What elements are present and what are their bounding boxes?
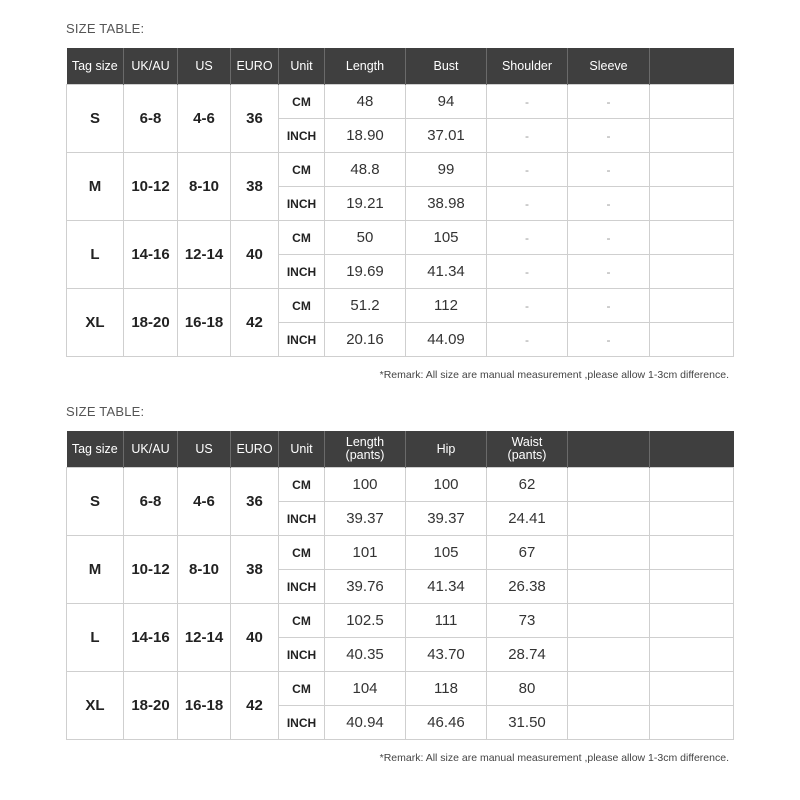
length-cell: 50	[325, 221, 406, 255]
unit-cell: CM	[279, 536, 325, 570]
header-empty	[650, 48, 734, 85]
empty-cell	[650, 289, 734, 323]
hip-cell: 46.46	[406, 706, 487, 740]
euro-cell: 40	[231, 604, 279, 672]
table-row	[67, 85, 734, 119]
uk-au-cell: 10-12	[124, 536, 178, 604]
euro-cell: 42	[231, 289, 279, 357]
uk-au-cell: 18-20	[124, 672, 178, 740]
unit-cell: INCH	[279, 502, 325, 536]
header-tag-size: Tag size	[67, 48, 124, 85]
empty-cell	[568, 536, 650, 570]
header-waist-pants: Waist (pants)	[487, 431, 568, 468]
hip-cell: 43.70	[406, 638, 487, 672]
tag-size-cell: XL	[67, 672, 124, 740]
unit-cell: INCH	[279, 255, 325, 289]
shoulder-cell: -	[487, 85, 568, 119]
header-euro: EURO	[231, 48, 279, 85]
header-empty	[568, 431, 650, 468]
us-cell: 4-6	[178, 85, 231, 153]
unit-cell: CM	[279, 85, 325, 119]
section-title: SIZE TABLE:	[66, 21, 145, 36]
us-cell: 16-18	[178, 672, 231, 740]
empty-cell	[650, 85, 734, 119]
header-shoulder: Shoulder	[487, 48, 568, 85]
bust-cell: 41.34	[406, 255, 487, 289]
euro-cell: 38	[231, 536, 279, 604]
hip-cell: 118	[406, 672, 487, 706]
table-row	[67, 289, 734, 323]
empty-cell	[650, 153, 734, 187]
waist-cell: 67	[487, 536, 568, 570]
bust-cell: 94	[406, 85, 487, 119]
empty-cell	[650, 502, 734, 536]
length-cell: 18.90	[325, 119, 406, 153]
sleeve-cell: -	[568, 289, 650, 323]
empty-cell	[650, 323, 734, 357]
unit-cell: INCH	[279, 638, 325, 672]
table-row	[67, 604, 734, 638]
tag-size-cell: L	[67, 221, 124, 289]
header-hip: Hip	[406, 431, 487, 468]
shoulder-cell: -	[487, 255, 568, 289]
sleeve-cell: -	[568, 85, 650, 119]
shoulder-cell: -	[487, 221, 568, 255]
empty-cell	[650, 468, 734, 502]
empty-cell	[650, 221, 734, 255]
hip-cell: 111	[406, 604, 487, 638]
euro-cell: 36	[231, 468, 279, 536]
waist-cell: 80	[487, 672, 568, 706]
sleeve-cell: -	[568, 323, 650, 357]
us-cell: 8-10	[178, 536, 231, 604]
us-cell: 16-18	[178, 289, 231, 357]
empty-cell	[650, 570, 734, 604]
header-bust: Bust	[406, 48, 487, 85]
uk-au-cell: 14-16	[124, 221, 178, 289]
header-euro: EURO	[231, 431, 279, 468]
table-header-row	[67, 48, 734, 85]
us-cell: 8-10	[178, 153, 231, 221]
bust-cell: 105	[406, 221, 487, 255]
header-tag-size: Tag size	[67, 431, 124, 468]
bust-cell: 37.01	[406, 119, 487, 153]
empty-cell	[568, 468, 650, 502]
waist-cell: 24.41	[487, 502, 568, 536]
euro-cell: 36	[231, 85, 279, 153]
unit-cell: CM	[279, 153, 325, 187]
waist-cell: 31.50	[487, 706, 568, 740]
bust-cell: 38.98	[406, 187, 487, 221]
sleeve-cell: -	[568, 119, 650, 153]
sleeve-cell: -	[568, 153, 650, 187]
sleeve-cell: -	[568, 187, 650, 221]
table-row	[67, 468, 734, 502]
shoulder-cell: -	[487, 153, 568, 187]
waist-cell: 73	[487, 604, 568, 638]
shoulder-cell: -	[487, 119, 568, 153]
header-sleeve: Sleeve	[568, 48, 650, 85]
table-row	[67, 536, 734, 570]
table-row	[67, 153, 734, 187]
header-uk-au: UK/AU	[124, 48, 178, 85]
hip-cell: 100	[406, 468, 487, 502]
hip-cell: 105	[406, 536, 487, 570]
length-cell: 39.76	[325, 570, 406, 604]
tag-size-cell: M	[67, 153, 124, 221]
table-row	[67, 672, 734, 706]
unit-cell: CM	[279, 604, 325, 638]
length-cell: 40.94	[325, 706, 406, 740]
size-table-section-2	[66, 403, 733, 764]
unit-cell: INCH	[279, 570, 325, 604]
empty-cell	[568, 502, 650, 536]
length-cell: 100	[325, 468, 406, 502]
shoulder-cell: -	[487, 323, 568, 357]
unit-cell: CM	[279, 221, 325, 255]
length-cell: 48.8	[325, 153, 406, 187]
unit-cell: INCH	[279, 706, 325, 740]
waist-cell: 26.38	[487, 570, 568, 604]
remark-note: *Remark: All size are manual measurement ,please allow 1-3cm difference.	[379, 752, 729, 764]
tag-size-cell: S	[67, 85, 124, 153]
bust-cell: 99	[406, 153, 487, 187]
empty-cell	[650, 255, 734, 289]
tag-size-cell: M	[67, 536, 124, 604]
hip-cell: 39.37	[406, 502, 487, 536]
table-header-row	[67, 431, 734, 468]
size-table-section-1	[66, 20, 733, 381]
uk-au-cell: 6-8	[124, 468, 178, 536]
empty-cell	[650, 119, 734, 153]
empty-cell	[650, 638, 734, 672]
table-row	[67, 221, 734, 255]
euro-cell: 40	[231, 221, 279, 289]
empty-cell	[568, 570, 650, 604]
empty-cell	[650, 536, 734, 570]
tag-size-cell: XL	[67, 289, 124, 357]
sleeve-cell: -	[568, 255, 650, 289]
unit-cell: CM	[279, 468, 325, 502]
bust-cell: 112	[406, 289, 487, 323]
shoulder-cell: -	[487, 289, 568, 323]
euro-cell: 38	[231, 153, 279, 221]
header-uk-au: UK/AU	[124, 431, 178, 468]
empty-cell	[650, 706, 734, 740]
us-cell: 12-14	[178, 604, 231, 672]
empty-cell	[568, 672, 650, 706]
waist-cell: 28.74	[487, 638, 568, 672]
header-unit: Unit	[279, 48, 325, 85]
remark-note: *Remark: All size are manual measurement ,please allow 1-3cm difference.	[379, 369, 729, 381]
bust-cell: 44.09	[406, 323, 487, 357]
empty-cell	[568, 604, 650, 638]
length-cell: 104	[325, 672, 406, 706]
shoulder-cell: -	[487, 187, 568, 221]
length-cell: 40.35	[325, 638, 406, 672]
empty-cell	[650, 187, 734, 221]
unit-cell: INCH	[279, 119, 325, 153]
length-cell: 19.69	[325, 255, 406, 289]
waist-cell: 62	[487, 468, 568, 502]
unit-cell: CM	[279, 672, 325, 706]
unit-cell: INCH	[279, 187, 325, 221]
length-cell: 101	[325, 536, 406, 570]
unit-cell: CM	[279, 289, 325, 323]
size-table-pants	[66, 431, 734, 740]
uk-au-cell: 18-20	[124, 289, 178, 357]
hip-cell: 41.34	[406, 570, 487, 604]
uk-au-cell: 14-16	[124, 604, 178, 672]
tag-size-cell: S	[67, 468, 124, 536]
header-length: Length	[325, 48, 406, 85]
tag-size-cell: L	[67, 604, 124, 672]
length-cell: 102.5	[325, 604, 406, 638]
sleeve-cell: -	[568, 221, 650, 255]
length-cell: 20.16	[325, 323, 406, 357]
size-table-tops	[66, 48, 734, 357]
header-unit: Unit	[279, 431, 325, 468]
length-cell: 19.21	[325, 187, 406, 221]
empty-cell	[568, 638, 650, 672]
length-cell: 48	[325, 85, 406, 119]
section-title: SIZE TABLE:	[66, 404, 145, 419]
header-length-pants: Length (pants)	[325, 431, 406, 468]
header-empty	[650, 431, 734, 468]
unit-cell: INCH	[279, 323, 325, 357]
us-cell: 4-6	[178, 468, 231, 536]
empty-cell	[568, 706, 650, 740]
uk-au-cell: 10-12	[124, 153, 178, 221]
header-us: US	[178, 431, 231, 468]
empty-cell	[650, 672, 734, 706]
us-cell: 12-14	[178, 221, 231, 289]
empty-cell	[650, 604, 734, 638]
euro-cell: 42	[231, 672, 279, 740]
header-us: US	[178, 48, 231, 85]
uk-au-cell: 6-8	[124, 85, 178, 153]
length-cell: 51.2	[325, 289, 406, 323]
length-cell: 39.37	[325, 502, 406, 536]
